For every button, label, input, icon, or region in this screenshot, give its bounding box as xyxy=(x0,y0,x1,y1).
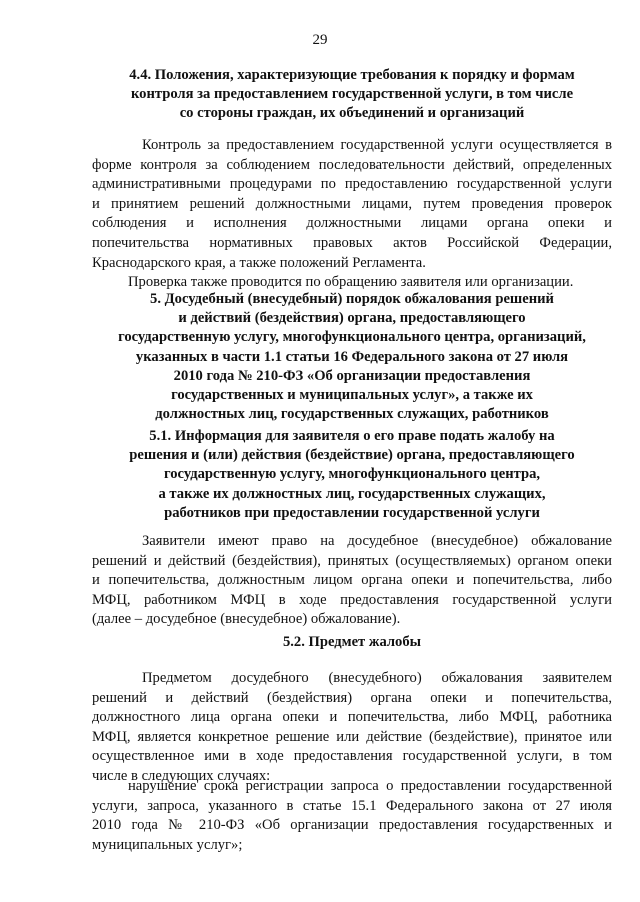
paragraph-line: (далее – досудебное (внесудебное) обжалование). xyxy=(92,611,401,628)
paragraph-line: Краснодарского края, а также положений Регламента. xyxy=(92,254,426,271)
heading-line: государственную услугу, многофункционального центра, организаций, xyxy=(118,329,586,346)
heading-line: государственную услугу, многофункционального центра, xyxy=(163,466,541,483)
heading-line: со стороны граждан, их объединений и организаций xyxy=(179,105,525,122)
paragraph-line: Предметом досудебного (внесудебного) обжалования заявителем xyxy=(142,670,612,686)
paragraph-subject xyxy=(92,669,612,787)
paragraph-line: числе в следующих случаях: xyxy=(92,767,271,784)
paragraph-line: Проверка также проводится по обращению заявителя или организации. xyxy=(128,274,574,291)
paragraph-line: форме контроля за соблюдением последовательности действий, определенных xyxy=(92,156,612,173)
paragraph-line: услуги, запроса, указанного в статье 15.1 Федерального закона от 27 июля xyxy=(92,797,612,814)
paragraph-line: Контроль за предоставлением государственной услуги осуществляется в xyxy=(142,137,612,153)
heading-line: работников при предоставлении государственной услуги xyxy=(164,504,540,521)
heading-section-5-1 xyxy=(92,427,612,523)
paragraph-line: соблюдения и исполнения должностными лицами органа опеки и xyxy=(92,215,612,232)
paragraph-control xyxy=(92,136,612,293)
heading-line: должностных лиц, государственных служащих, работников xyxy=(155,406,549,423)
paragraph-line: решений и действий (бездействия) органа опеки и попечительства, xyxy=(92,689,612,706)
paragraph-line: Заявители имеют право на досудебное (внесудебное) обжалование xyxy=(142,533,612,549)
heading-section-4-4 xyxy=(92,66,612,124)
paragraph-line: нарушение срока регистрации запроса о предоставлении государственной xyxy=(128,778,612,794)
paragraph-line: должностного лица органа опеки и попечительства, либо МФЦ, работника xyxy=(92,709,612,726)
heading-line: решения и (или) действия (бездействие) органа, предоставляющего xyxy=(129,447,575,464)
paragraph-line: решений и действий (бездействия), принятых (осуществляемых) органом опеки xyxy=(92,552,612,569)
heading-line: указанных в части 1.1 статьи 16 Федерального закона от 27 июля xyxy=(135,348,569,365)
heading-line: 2010 года № 210-ФЗ «Об организации предоставления xyxy=(173,367,531,384)
heading-section-5-2 xyxy=(92,633,612,652)
paragraph-applicants xyxy=(92,532,612,630)
heading-line: и действий (бездействия) органа, предоставляющего xyxy=(178,310,526,327)
paragraph-line: 2010 года № 210-ФЗ «Об организации предоставления государственных и xyxy=(92,817,612,834)
paragraph-line: административными процедурами по предоставлению государственной услуги xyxy=(92,176,612,193)
heading-line: контроля за предоставлением государственной услуги, в том числе xyxy=(130,86,574,103)
page-number: 29 xyxy=(312,32,328,48)
heading-section-5 xyxy=(92,290,612,424)
heading-line: а также их должностных лиц, государственных служащих, xyxy=(158,485,546,502)
paragraph-line: муниципальных услуг»; xyxy=(92,836,243,853)
paragraph-line: и принятием решений должностными лицами, путем проведения проверок xyxy=(92,195,612,212)
paragraph-line: и попечительства, должностным лицом органа опеки и попечительства, либо xyxy=(92,572,612,589)
paragraph-line: попечительства нормативных правовых актов Российской Федерации, xyxy=(92,234,612,251)
heading-line: 5.2. Предмет жалобы xyxy=(282,634,422,650)
heading-line: 4.4. Положения, характеризующие требования к порядку и формам xyxy=(129,67,575,83)
paragraph-violation xyxy=(92,777,612,855)
paragraph-line: МФЦ, является конкретное решение или действие (бездействие), принятое или xyxy=(92,728,612,745)
heading-line: 5. Досудебный (внесудебный) порядок обжалования решений xyxy=(150,291,554,307)
paragraph-line: осуществленное ими в ходе предоставления государственной услуги, в том xyxy=(92,748,612,765)
heading-line: 5.1. Информация для заявителя о его праве подать жалобу на xyxy=(149,428,555,444)
heading-line: государственных и муниципальных услуг», а также их xyxy=(171,387,533,404)
paragraph-line: МФЦ, работником МФЦ в ходе предоставления государственной услуги xyxy=(92,591,612,608)
